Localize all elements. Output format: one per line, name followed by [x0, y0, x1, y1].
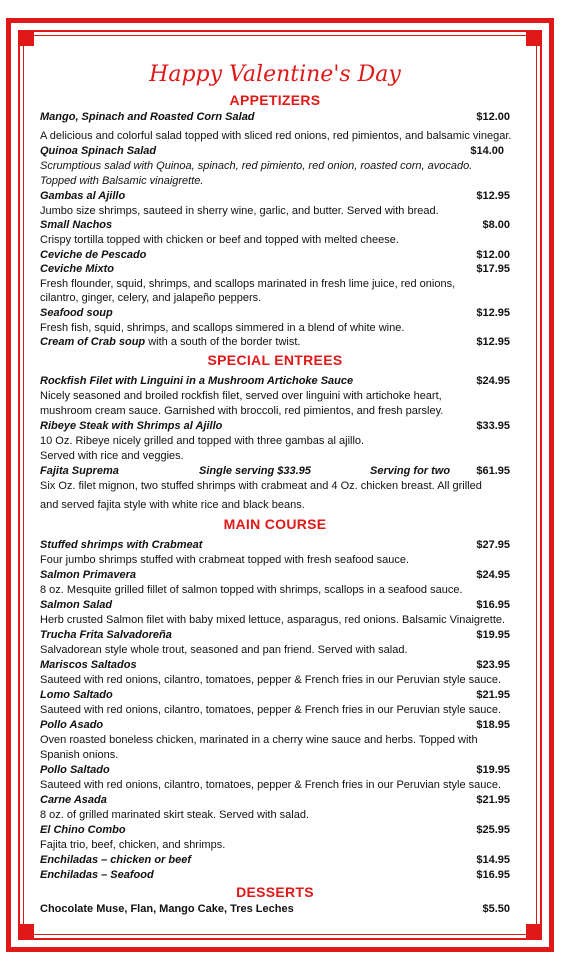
item-name: Lomo Saltado	[40, 689, 113, 701]
item-name: Ceviche de Pescado	[40, 249, 147, 261]
item-name: Enchiladas – chicken or beef	[40, 854, 192, 866]
item-price: $16.95	[476, 869, 510, 881]
item-description: Served with rice and veggies.	[40, 450, 184, 462]
menu-item	[40, 902, 510, 917]
menu-item	[40, 335, 510, 350]
item-name: Pollo Saltado	[40, 764, 110, 776]
section-heading-special-entrees: SPECIAL ENTREES	[207, 352, 343, 368]
item-name: El Chino Combo	[40, 824, 126, 836]
item-name: Pollo Asado	[40, 719, 104, 731]
item-name: Ceviche Mixto	[40, 263, 114, 275]
corner-ornament	[526, 924, 542, 940]
item-name: Mariscos Saltados	[40, 659, 137, 671]
menu-item	[40, 823, 510, 838]
menu-item	[40, 763, 510, 778]
item-description: Four jumbo shrimps stuffed with crabmeat topped with fresh seafood sauce.	[40, 554, 410, 566]
menu-item	[40, 419, 510, 434]
item-price: $19.95	[476, 764, 510, 776]
item-description: Fresh fish, squid, shrimps, and scallops simmered in a blend of white wine.	[40, 322, 405, 334]
item-name: Small Nachos	[40, 219, 113, 231]
menu-item	[40, 628, 510, 643]
item-description: Jumbo size shrimps, sauteed in sherry wine, garlic, and butter. Served with bread.	[40, 205, 439, 217]
corner-ornament	[18, 30, 34, 46]
item-price: $23.95	[476, 659, 510, 671]
item-price: $61.95	[476, 465, 510, 477]
item-name: Trucha Frita Salvadoreña	[40, 629, 172, 641]
item-option-two: Serving for two	[370, 465, 451, 477]
item-description: 8 oz. Mesquite grilled fillet of salmon topped with shrimps, scallops in a seafood sauce.	[40, 584, 463, 596]
item-description: 10 Oz. Ribeye nicely grilled and topped with three gambas al ajillo.	[40, 435, 365, 447]
item-description: 8 oz. of grilled marinated skirt steak. Served with salad.	[40, 809, 310, 821]
item-name: Rockfish Filet with Linguini in a Mushroom Artichoke Sauce	[40, 375, 354, 387]
item-name: Carne Asada	[40, 794, 107, 806]
menu-item	[40, 658, 510, 673]
item-price: $12.00	[476, 249, 510, 261]
item-name: Cream of Crab soup	[40, 336, 146, 348]
item-price: $5.50	[482, 903, 510, 915]
item-description: Nicely seasoned and broiled rockfish filet, served over linguini with artichoke heart,	[40, 390, 442, 402]
item-description: Sauteed with red onions, cilantro, tomatoes, pepper & French fries in our Peruvian style sauce.	[40, 779, 502, 791]
menu-item	[40, 868, 510, 883]
item-description: Topped with Balsamic vinaigrette.	[40, 175, 204, 187]
item-price: $21.95	[476, 689, 510, 701]
menu-item	[40, 262, 510, 277]
item-price: $12.00	[476, 111, 510, 123]
item-name: Ribeye Steak with Shrimps al Ajillo	[40, 420, 223, 432]
section-heading-appetizers: APPETIZERS	[229, 92, 321, 108]
item-name: Salmon Salad	[40, 599, 113, 611]
item-description: Crispy tortilla topped with chicken or beef and topped with melted cheese.	[40, 234, 399, 246]
item-description: Fajita trio, beef, chicken, and shrimps.	[40, 839, 226, 851]
item-name: Enchiladas – Seafood	[40, 869, 154, 881]
item-price: $24.95	[476, 375, 510, 387]
item-name: Mango, Spinach and Roasted Corn Salad	[40, 111, 255, 123]
item-description: and served fajita style with white rice and black beans.	[40, 499, 305, 511]
menu-item	[40, 538, 510, 553]
menu-item	[40, 464, 510, 479]
item-price: $8.00	[482, 219, 510, 231]
item-price: $17.95	[476, 263, 510, 275]
menu-item	[40, 374, 510, 389]
item-name: Fajita Suprema	[40, 465, 119, 477]
menu-item	[40, 218, 510, 233]
item-price: $33.95	[476, 420, 510, 432]
item-price: $12.95	[476, 307, 510, 319]
menu-title: Happy Valentine's Day	[149, 62, 401, 87]
section-heading-desserts: DESSERTS	[236, 884, 314, 900]
menu-item	[40, 718, 510, 733]
item-description: Herb crusted Salmon filet with baby mixed lettuce, asparagus, red onions. Balsamic Vinaigrette.	[40, 614, 506, 626]
item-description: Fresh flounder, squid, shrimps, and scallops marinated in fresh lime juice, red onions,	[40, 278, 456, 290]
item-option-single: Single serving $33.95	[199, 465, 311, 477]
item-price: $12.95	[476, 336, 510, 348]
item-price: $21.95	[476, 794, 510, 806]
item-name: Quinoa Spinach Salad	[40, 145, 157, 157]
item-description: Scrumptious salad with Quinoa, spinach, red pimiento, red onion, roasted corn, avocado.	[40, 160, 473, 172]
item-price: $27.95	[476, 539, 510, 551]
item-name: Salmon Primavera	[40, 569, 136, 581]
item-price: $14.95	[476, 854, 510, 866]
item-description: Oven roasted boneless chicken, marinated in a cherry wine sauce and herbs. Topped with	[40, 734, 478, 746]
menu-item	[40, 110, 510, 125]
menu-item	[40, 144, 510, 159]
item-description: Spanish onions.	[40, 749, 119, 761]
menu-item	[40, 598, 510, 613]
item-price: $24.95	[476, 569, 510, 581]
corner-ornament	[18, 924, 34, 940]
menu-item	[40, 688, 510, 703]
item-description: Sauteed with red onions, cilantro, tomatoes, pepper & French fries in our Peruvian style sauce.	[40, 704, 502, 716]
item-description: A delicious and colorful salad topped with sliced red onions, red pimientos, and balsamic vinegar.	[40, 130, 512, 142]
menu-item	[40, 189, 510, 204]
menu-item	[40, 853, 510, 868]
item-price: $16.95	[476, 599, 510, 611]
menu-item	[40, 568, 510, 583]
item-description: Salvadorean style whole trout, seasoned and pan friend. Served with salad.	[40, 644, 408, 656]
menu-item	[40, 306, 510, 321]
item-description: Six Oz. filet mignon, two stuffed shrimps with crabmeat and 4 Oz. chicken breast. All grilled	[40, 480, 482, 492]
menu-item	[40, 248, 510, 263]
item-description: with a south of the border twist.	[145, 336, 301, 348]
item-description: Sauteed with red onions, cilantro, tomatoes, pepper & French fries in our Peruvian style sauce.	[40, 674, 502, 686]
item-price: $12.95	[476, 190, 510, 202]
item-price: $25.95	[476, 824, 510, 836]
item-name: Chocolate Muse, Flan, Mango Cake, Tres Leches	[40, 903, 294, 915]
section-heading-main-course: MAIN COURSE	[223, 516, 327, 532]
item-price: $14.00	[470, 145, 504, 157]
item-name: Gambas al Ajillo	[40, 190, 126, 202]
menu-item	[40, 793, 510, 808]
corner-ornament	[526, 30, 542, 46]
item-description: mushroom cream sauce. Garnished with broccoli, red pimientos, and fresh parsley.	[40, 405, 444, 417]
item-price: $18.95	[476, 719, 510, 731]
item-name: Seafood soup	[40, 307, 113, 319]
item-name: Stuffed shrimps with Crabmeat	[40, 539, 203, 551]
item-price: $19.95	[476, 629, 510, 641]
item-description: cilantro, ginger, celery, and jalapeño peppers.	[40, 292, 262, 304]
